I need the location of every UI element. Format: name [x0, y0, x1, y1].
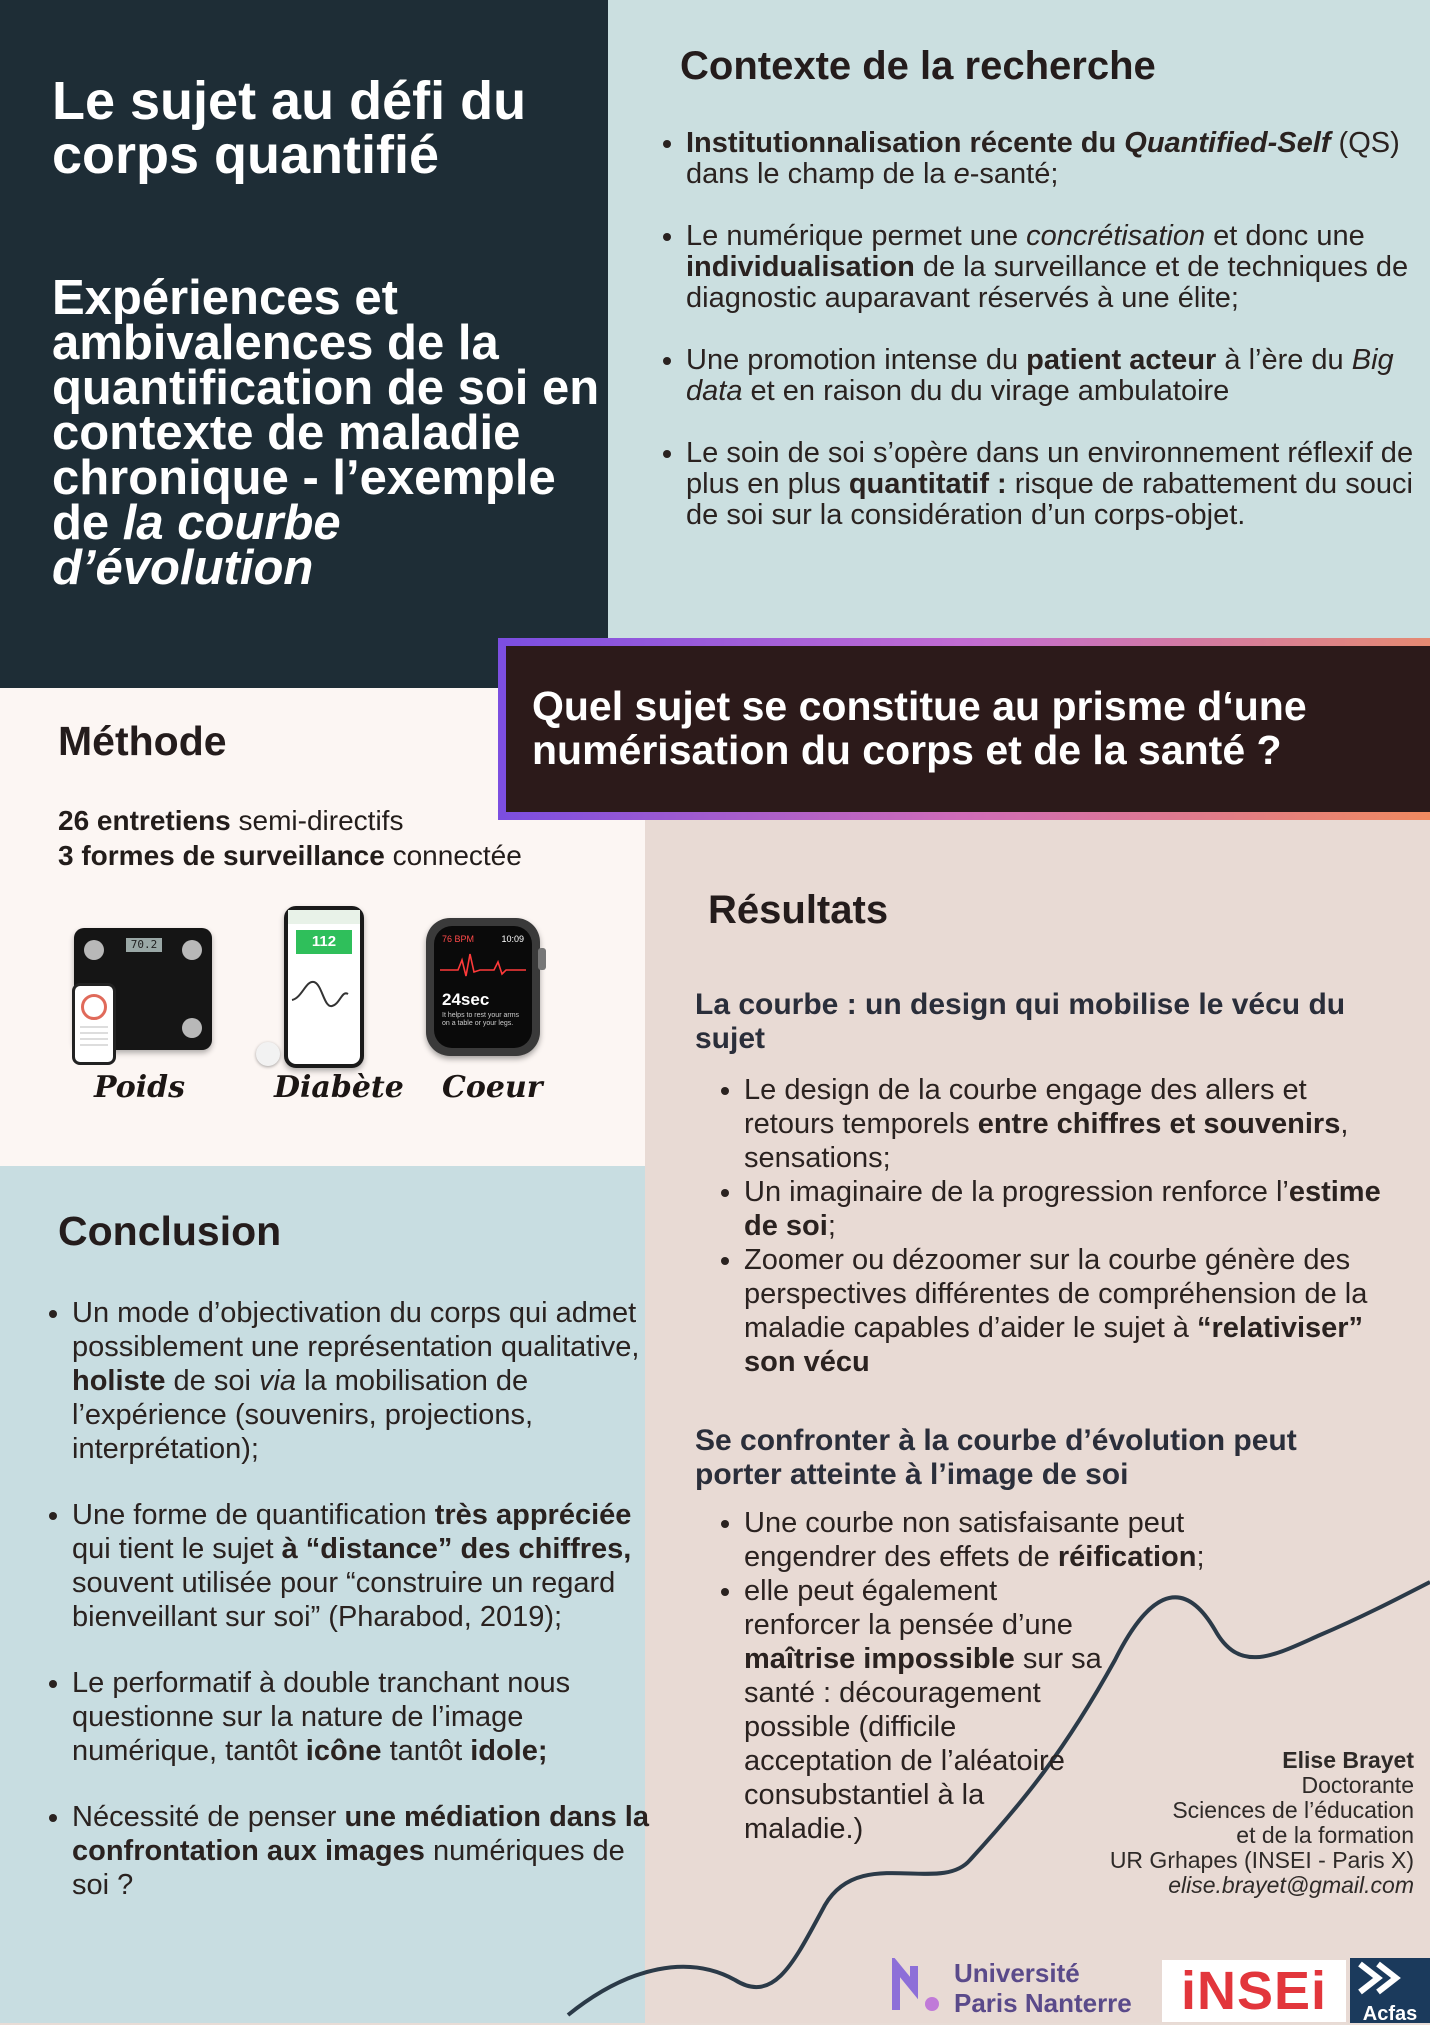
results-item-2-1: • Une courbe non satisfaisante peut engendrer des effets de réification; — [744, 1506, 1284, 1574]
results-item-2-2: • elle peut également renforcer la pensée d’une maîtrise impossible sur sa santé : découragement possible (difficile acceptation de l’aléatoire consubstantiel à la maladie.) — [744, 1574, 1104, 1846]
research-question: Quel sujet se constitue au prisme d‘une numérisation du corps et de la santé ? — [532, 683, 1307, 773]
results-item-1-1: • Le design de la courbe engage des allers et retours temporels entre chiffres et souvenirs, sensations; — [744, 1073, 1404, 1175]
poster-title: Le sujet au défi du corps quantifié — [52, 71, 527, 185]
small-phone-icon — [72, 983, 116, 1065]
author-field-2: et de la formation — [1236, 1822, 1414, 1848]
author-name: Elise Brayet — [1282, 1747, 1414, 1773]
conclusion-item-2: • Une forme de quantification très appréciée qui tient le sujet à “distance” des chiffres, souvent utilisée pour “construire un regard bienveillant sur soi” (Pharabod, 2019); — [72, 1498, 652, 1634]
method-summary: 26 entretiens semi-directifs 3 formes de surveillance connectée — [58, 805, 522, 871]
question-box-top-border — [498, 638, 1430, 646]
results-item-1-3: • Zoomer ou dézoomer sur la courbe génère des perspectives différentes de compréhension de la maladie capables d’aider le sujet à “relativiser” son vécu — [744, 1243, 1404, 1379]
results-heading: Résultats — [708, 888, 889, 932]
scale-icon: 70.2 — [74, 928, 212, 1050]
nanterre-logo-icon — [892, 1958, 948, 2014]
method-heading: Méthode — [58, 718, 227, 764]
acfas-arrows-icon — [1350, 1958, 1430, 1998]
author-block — [1110, 1748, 1414, 1898]
device-label-diabete: Diabète — [274, 1070, 404, 1105]
insei-logo: iNSEi — [1162, 1960, 1346, 2022]
author-lab: UR Grhapes (INSEI - Paris X) — [1109, 1847, 1414, 1873]
context-list — [656, 128, 1426, 562]
results-list-1 — [714, 1073, 1404, 1379]
author-field-1: Sciences de l’éducation — [1172, 1797, 1414, 1823]
context-item-3: • Une promotion intense du patient acteur à l’ère du Big data et en raison du du virage ambulatoire — [686, 345, 1426, 407]
context-item-4: • Le soin de soi s’opère dans un environnement réflexif de plus en plus quantitatif : risque de rabattement du souci de soi sur la considération d’un corps-objet. — [686, 438, 1426, 531]
glucose-phone-icon: 112 — [284, 906, 364, 1068]
acfas-logo: Acfas — [1350, 1958, 1430, 2023]
smartwatch-icon: 76 BPM 10:09 24sec It helps to rest your arms on a table or your legs. — [426, 918, 540, 1056]
results-subheading-1: La courbe : un design qui mobilise le vécu du sujet — [695, 988, 1346, 1055]
nanterre-logo-text: Université Paris Nanterre — [954, 1958, 1132, 2018]
results-item-1-2: • Un imaginaire de la progression renforce l’estime de soi; — [744, 1175, 1404, 1243]
conclusion-item-4: • Nécessité de penser une médiation dans la confrontation aux images numériques de soi ? — [72, 1800, 652, 1902]
question-box-bottom-border — [498, 812, 1430, 820]
device-label-poids: Poids — [94, 1070, 186, 1105]
context-heading: Contexte de la recherche — [680, 44, 1156, 88]
conclusion-item-1: • Un mode d’objectivation du corps qui admet possiblement une représentation qualitative, holiste de soi via la mobilisation de l’expérience (souvenirs, projections, interprétation); — [72, 1296, 652, 1466]
glucose-sensor-icon — [256, 1042, 280, 1066]
device-label-coeur: Coeur — [442, 1070, 543, 1105]
poster-subtitle: Expériences et ambivalences de la quantification de soi en contexte de maladie chronique - l’exemple de la courbe d’évolution — [52, 271, 600, 595]
conclusion-list — [42, 1296, 652, 1934]
conclusion-item-3: • Le performatif à double tranchant nous questionne sur la nature de l’image numérique, tantôt icône tantôt idole; — [72, 1666, 652, 1768]
context-item-2: • Le numérique permet une concrétisation et donc une individualisation de la surveillance et de techniques de diagnostic auparavant réservés à une élite; — [686, 221, 1426, 314]
author-role: Doctorante — [1301, 1772, 1414, 1798]
context-item-1: • Institutionnalisation récente du Quantified-Self (QS) dans le champ de la e-santé; — [686, 128, 1426, 190]
conclusion-heading: Conclusion — [58, 1208, 282, 1254]
results-subheading-2: Se confronter à la courbe d’évolution peut porter atteinte à l’image de soi — [695, 1424, 1297, 1491]
author-email: elise.brayet@gmail.com — [1168, 1872, 1414, 1898]
